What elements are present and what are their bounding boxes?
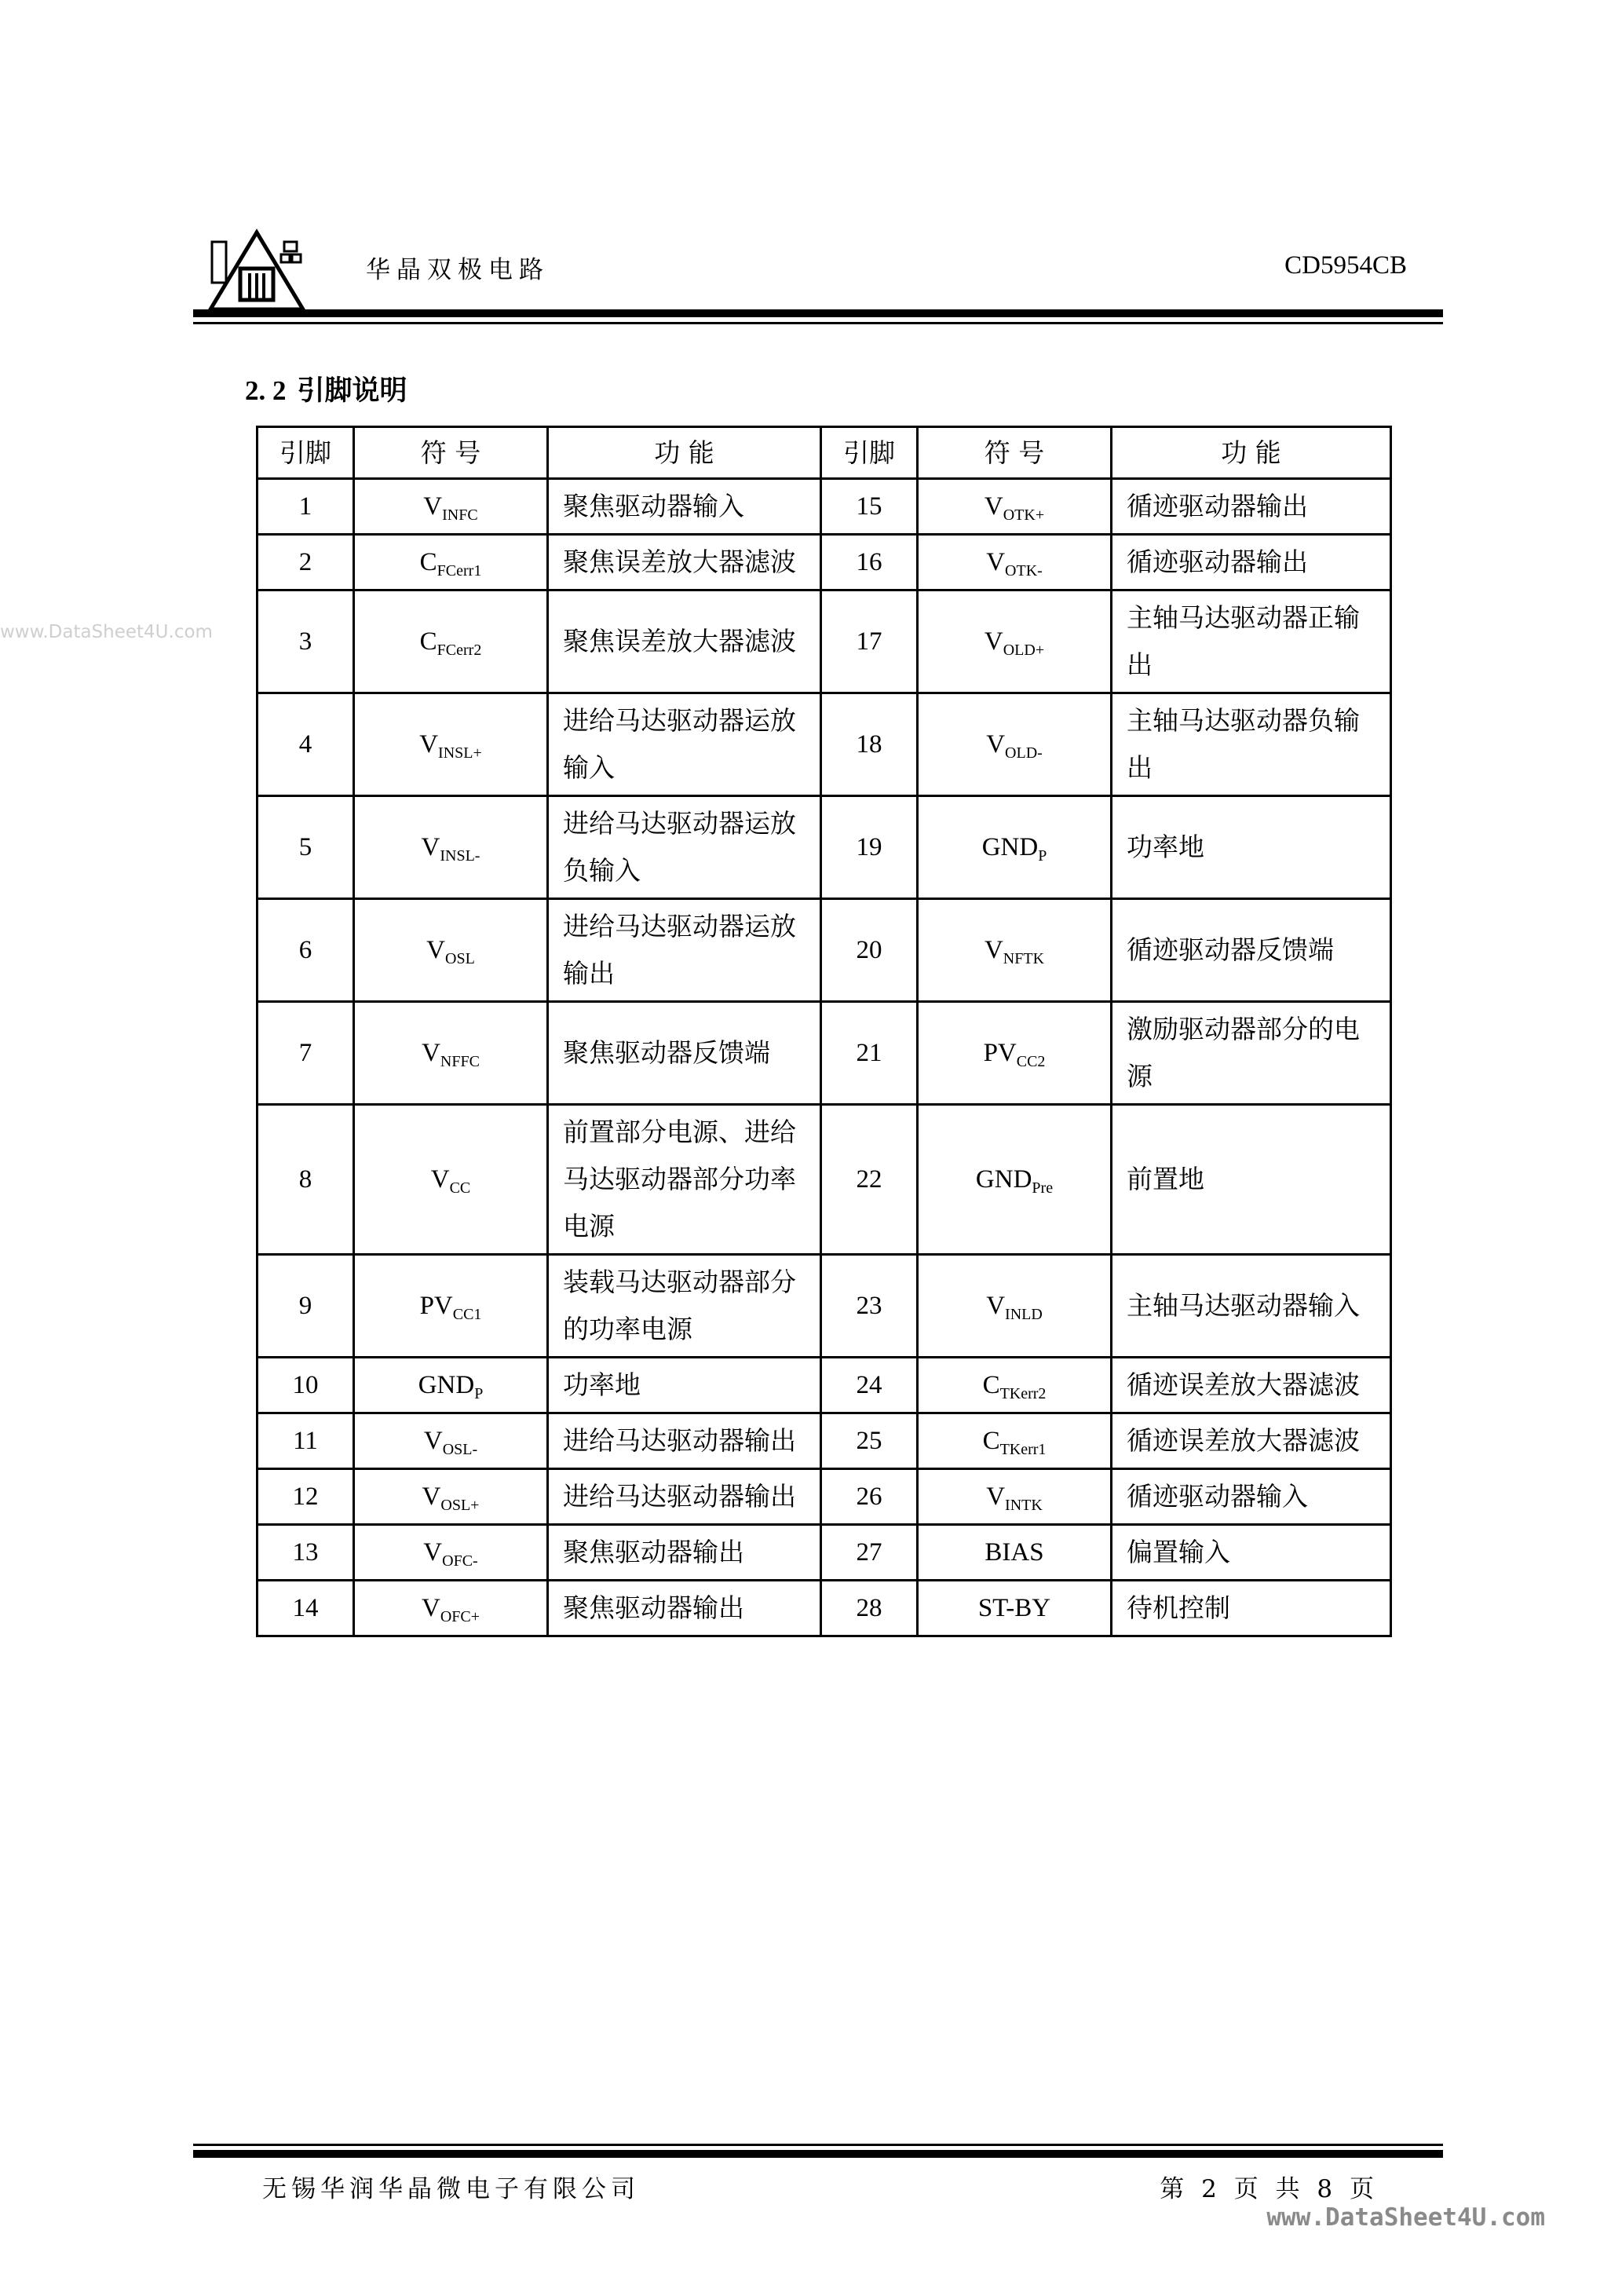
pin-number-left: 11 — [258, 1413, 354, 1469]
pin-symbol-right — [918, 1413, 1112, 1469]
pin-symbol-left — [354, 590, 548, 693]
symbol-main: V — [430, 1165, 450, 1194]
pin-table — [256, 426, 1392, 1637]
pin-symbol-right — [918, 479, 1112, 535]
pin-function-left: 聚焦驱动器输出 — [548, 1581, 821, 1636]
pin-symbol-left — [354, 1581, 548, 1636]
symbol-subscript: CC1 — [452, 1306, 482, 1323]
pin-function-right: 主轴马达驱动器负输出 — [1112, 693, 1391, 796]
table-row — [258, 796, 1391, 899]
symbol-subscript: OLD- — [1005, 744, 1043, 762]
symbol-main: GND — [981, 833, 1039, 861]
pin-number-left: 3 — [258, 590, 354, 693]
pin-number-left: 1 — [258, 479, 354, 535]
symbol-subscript: CC2 — [1016, 1053, 1046, 1070]
symbol-main: ST-BY — [977, 1594, 1051, 1622]
pin-function-right: 激励驱动器部分的电源 — [1112, 1002, 1391, 1105]
header-company-name: 华晶双极电路 — [366, 256, 550, 284]
pin-symbol-left — [354, 796, 548, 899]
pin-function-right: 功率地 — [1112, 796, 1391, 899]
symbol-subscript: TKerr2 — [999, 1385, 1047, 1402]
pin-symbol-left — [354, 479, 548, 535]
pin-symbol-right — [918, 1358, 1112, 1413]
pin-number-right: 17 — [821, 590, 918, 693]
pin-symbol-right — [918, 590, 1112, 693]
symbol-main: C — [982, 1427, 1000, 1455]
pin-symbol-right — [918, 1581, 1112, 1636]
pin-number-left: 4 — [258, 693, 354, 796]
symbol-subscript: TKerr1 — [999, 1441, 1047, 1458]
table-row — [258, 1525, 1391, 1581]
symbol-main: GND — [418, 1371, 475, 1399]
symbol-main: V — [986, 730, 1006, 759]
pin-function-left: 进给马达驱动器运放输出 — [548, 899, 821, 1002]
pin-symbol-left — [354, 1002, 548, 1105]
table-row — [258, 1413, 1391, 1469]
symbol-main: V — [419, 730, 439, 759]
symbol-subscript: P — [474, 1385, 484, 1402]
footer-rule-thick — [193, 2150, 1443, 2158]
table-row — [258, 693, 1391, 796]
section-title-text: 引脚说明 — [297, 375, 407, 407]
pin-number-right: 18 — [821, 693, 918, 796]
pin-symbol-right — [918, 1525, 1112, 1581]
pin-function-right: 循迹驱动器输出 — [1112, 479, 1391, 535]
section-number: 2. 2 — [245, 375, 287, 406]
pin-function-left: 聚焦驱动器反馈端 — [548, 1002, 821, 1105]
symbol-subscript: INSL+ — [438, 744, 482, 762]
pin-number-right: 21 — [821, 1002, 918, 1105]
pin-number-left: 13 — [258, 1525, 354, 1581]
pin-number-right: 22 — [821, 1105, 918, 1255]
symbol-subscript: FCerr2 — [437, 642, 482, 659]
table-row — [258, 899, 1391, 1002]
symbol-main: PV — [419, 1292, 453, 1320]
header-pin-left: 引脚 — [258, 427, 354, 479]
pin-symbol-right — [918, 796, 1112, 899]
pin-function-left: 进给马达驱动器输出 — [548, 1413, 821, 1469]
pin-function-right: 循迹驱动器反馈端 — [1112, 899, 1391, 1002]
symbol-main: V — [984, 492, 1003, 521]
pin-function-right: 循迹误差放大器滤波 — [1112, 1358, 1391, 1413]
section-title — [245, 369, 407, 408]
pin-number-right: 28 — [821, 1581, 918, 1636]
pin-number-left: 12 — [258, 1469, 354, 1525]
symbol-subscript: OLD+ — [1003, 642, 1045, 659]
pin-number-left: 7 — [258, 1002, 354, 1105]
pin-symbol-right — [918, 535, 1112, 590]
symbol-main: V — [986, 548, 1006, 576]
pin-function-left: 功率地 — [548, 1358, 821, 1413]
pin-function-right: 循迹驱动器输出 — [1112, 535, 1391, 590]
pin-function-left: 装载马达驱动器部分的功率电源 — [548, 1255, 821, 1358]
footer-rule-thin — [193, 2144, 1443, 2146]
pin-number-right: 25 — [821, 1413, 918, 1469]
symbol-subscript: OFC+ — [440, 1608, 480, 1625]
symbol-subscript: CC — [449, 1179, 471, 1197]
symbol-main: GND — [975, 1165, 1032, 1194]
symbol-main: V — [423, 1427, 443, 1455]
pin-function-left: 前置部分电源、进给马达驱动器部分功率电源 — [548, 1105, 821, 1255]
pin-symbol-left — [354, 535, 548, 590]
pin-function-left: 聚焦误差放大器滤波 — [548, 590, 821, 693]
pin-symbol-left — [354, 899, 548, 1002]
pin-number-left: 14 — [258, 1581, 354, 1636]
symbol-subscript: OTK+ — [1003, 506, 1045, 524]
company-logo — [206, 228, 308, 314]
header-rule-thick — [193, 309, 1443, 317]
pin-number-right: 16 — [821, 535, 918, 590]
pin-function-left: 聚焦误差放大器滤波 — [548, 535, 821, 590]
table-row — [258, 1358, 1391, 1413]
symbol-subscript: INTK — [1005, 1497, 1043, 1514]
pin-number-right: 19 — [821, 796, 918, 899]
watermark-right: www.DataSheet4U.com — [1266, 2203, 1545, 2232]
pin-number-left: 5 — [258, 796, 354, 899]
header-rule-thin — [193, 322, 1443, 324]
pin-number-left: 6 — [258, 899, 354, 1002]
pin-function-left: 进给马达驱动器输出 — [548, 1469, 821, 1525]
symbol-main: V — [423, 1538, 443, 1567]
pin-number-right: 27 — [821, 1525, 918, 1581]
table-row — [258, 1255, 1391, 1358]
table-row — [258, 1002, 1391, 1105]
symbol-main: C — [419, 548, 437, 576]
pin-symbol-right — [918, 1469, 1112, 1525]
pin-function-left: 聚焦驱动器输出 — [548, 1525, 821, 1581]
symbol-subscript: FCerr1 — [437, 562, 482, 579]
pin-number-right: 24 — [821, 1358, 918, 1413]
pin-number-left: 8 — [258, 1105, 354, 1255]
pin-symbol-left — [354, 1358, 548, 1413]
pin-symbol-left — [354, 1413, 548, 1469]
table-row — [258, 535, 1391, 590]
pin-function-right: 待机控制 — [1112, 1581, 1391, 1636]
header-function-right: 功 能 — [1112, 427, 1391, 479]
table-row — [258, 1581, 1391, 1636]
pin-function-left: 进给马达驱动器运放负输入 — [548, 796, 821, 899]
pin-number-right: 20 — [821, 899, 918, 1002]
pin-symbol-left — [354, 1105, 548, 1255]
pin-function-right: 主轴马达驱动器正输出 — [1112, 590, 1391, 693]
pin-symbol-right — [918, 899, 1112, 1002]
symbol-subscript: OSL- — [442, 1441, 478, 1458]
header-part-number: CD5954CB — [1284, 251, 1407, 280]
pin-symbol-right — [918, 1105, 1112, 1255]
symbol-main: V — [986, 1292, 1006, 1320]
pin-number-left: 2 — [258, 535, 354, 590]
symbol-subscript: NFTK — [1003, 950, 1045, 967]
pin-number-right: 23 — [821, 1255, 918, 1358]
watermark-left: www.DataSheet4U.com — [0, 622, 213, 642]
header-function-left: 功 能 — [548, 427, 821, 479]
pin-number-right: 26 — [821, 1469, 918, 1525]
pin-function-right: 主轴马达驱动器输入 — [1112, 1255, 1391, 1358]
pin-function-right: 循迹误差放大器滤波 — [1112, 1413, 1391, 1469]
symbol-subscript: OSL — [445, 950, 475, 967]
symbol-main: V — [986, 1483, 1006, 1511]
header-symbol-left: 符 号 — [354, 427, 548, 479]
symbol-main: V — [423, 492, 443, 521]
header-pin-right: 引脚 — [821, 427, 918, 479]
symbol-subscript: OTK- — [1005, 562, 1043, 579]
footer-page-number: 第 2 页 共 8 页 — [1160, 2175, 1379, 2203]
symbol-subscript: INLD — [1005, 1306, 1043, 1323]
pin-number-left: 9 — [258, 1255, 354, 1358]
pin-symbol-left — [354, 1469, 548, 1525]
pin-function-right: 前置地 — [1112, 1105, 1391, 1255]
symbol-main: V — [421, 833, 440, 861]
pin-function-left: 聚焦驱动器输入 — [548, 479, 821, 535]
symbol-main: V — [984, 936, 1003, 964]
symbol-main: V — [422, 1039, 440, 1067]
pin-symbol-right — [918, 1255, 1112, 1358]
pin-function-left: 进给马达驱动器运放输入 — [548, 693, 821, 796]
symbol-main: PV — [983, 1039, 1017, 1067]
table-row — [258, 1105, 1391, 1255]
pin-function-right: 偏置输入 — [1112, 1525, 1391, 1581]
symbol-main: BIAS — [985, 1538, 1044, 1567]
table-row — [258, 479, 1391, 535]
symbol-main: C — [982, 1371, 1000, 1399]
symbol-subscript: P — [1038, 847, 1047, 865]
pin-symbol-left — [354, 1525, 548, 1581]
pin-symbol-left — [354, 693, 548, 796]
symbol-subscript: INFC — [442, 506, 478, 524]
symbol-main: V — [426, 936, 446, 964]
symbol-subscript: INSL- — [440, 847, 480, 865]
symbol-main: V — [422, 1483, 441, 1511]
symbol-subscript: OFC- — [442, 1552, 478, 1570]
symbol-main: C — [419, 627, 437, 656]
pin-number-right: 15 — [821, 479, 918, 535]
symbol-main: V — [421, 1594, 440, 1622]
symbol-main: V — [984, 627, 1003, 656]
table-row — [258, 1469, 1391, 1525]
pin-function-right: 循迹驱动器输入 — [1112, 1469, 1391, 1525]
table-row — [258, 590, 1391, 693]
pin-symbol-left — [354, 1255, 548, 1358]
symbol-subscript: OSL+ — [440, 1497, 480, 1514]
pin-symbol-right — [918, 693, 1112, 796]
symbol-subscript: NFFC — [440, 1053, 480, 1070]
symbol-subscript: Pre — [1032, 1179, 1054, 1197]
pin-symbol-right — [918, 1002, 1112, 1105]
pin-number-left: 10 — [258, 1358, 354, 1413]
footer-company-name: 无锡华润华晶微电子有限公司 — [262, 2175, 640, 2203]
table-header-row — [258, 427, 1391, 479]
header-symbol-right: 符 号 — [918, 427, 1112, 479]
